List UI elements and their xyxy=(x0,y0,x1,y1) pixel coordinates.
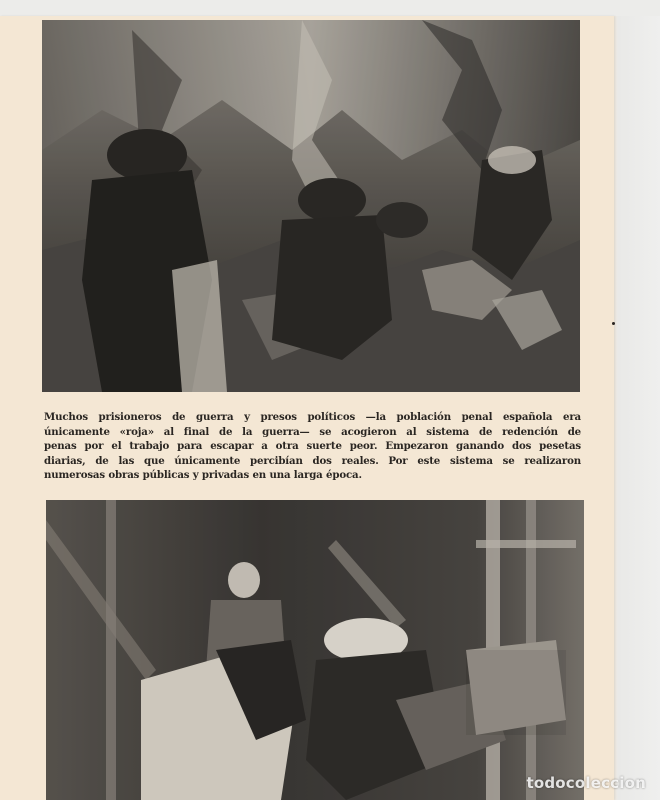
quarry-workers-photo xyxy=(42,20,580,392)
stone-workers-photo xyxy=(46,500,584,800)
caption-line: únicamente «roja» al final de la guerra— se acogieron al sistema de redención de xyxy=(44,425,581,438)
watermark: todocoleccion xyxy=(526,774,646,792)
stone-workers-image xyxy=(46,500,584,800)
paper-speck xyxy=(612,322,615,325)
caption-line: numerosas obras públicas y privadas en una larga época. xyxy=(44,469,362,481)
quarry-workers-image xyxy=(42,20,580,392)
photo-caption xyxy=(44,410,581,483)
scanner-top-edge xyxy=(0,0,660,16)
caption-line: diarias, de las que únicamente percibían dos reales. Por este sistema se realizaron xyxy=(44,454,581,467)
caption-line: penas por el trabajo para escapar a otra suerte peor. Empezaron ganando dos pesetas xyxy=(44,440,581,452)
caption-line: Muchos prisioneros de guerra y presos políticos —la población penal española era xyxy=(44,411,581,423)
